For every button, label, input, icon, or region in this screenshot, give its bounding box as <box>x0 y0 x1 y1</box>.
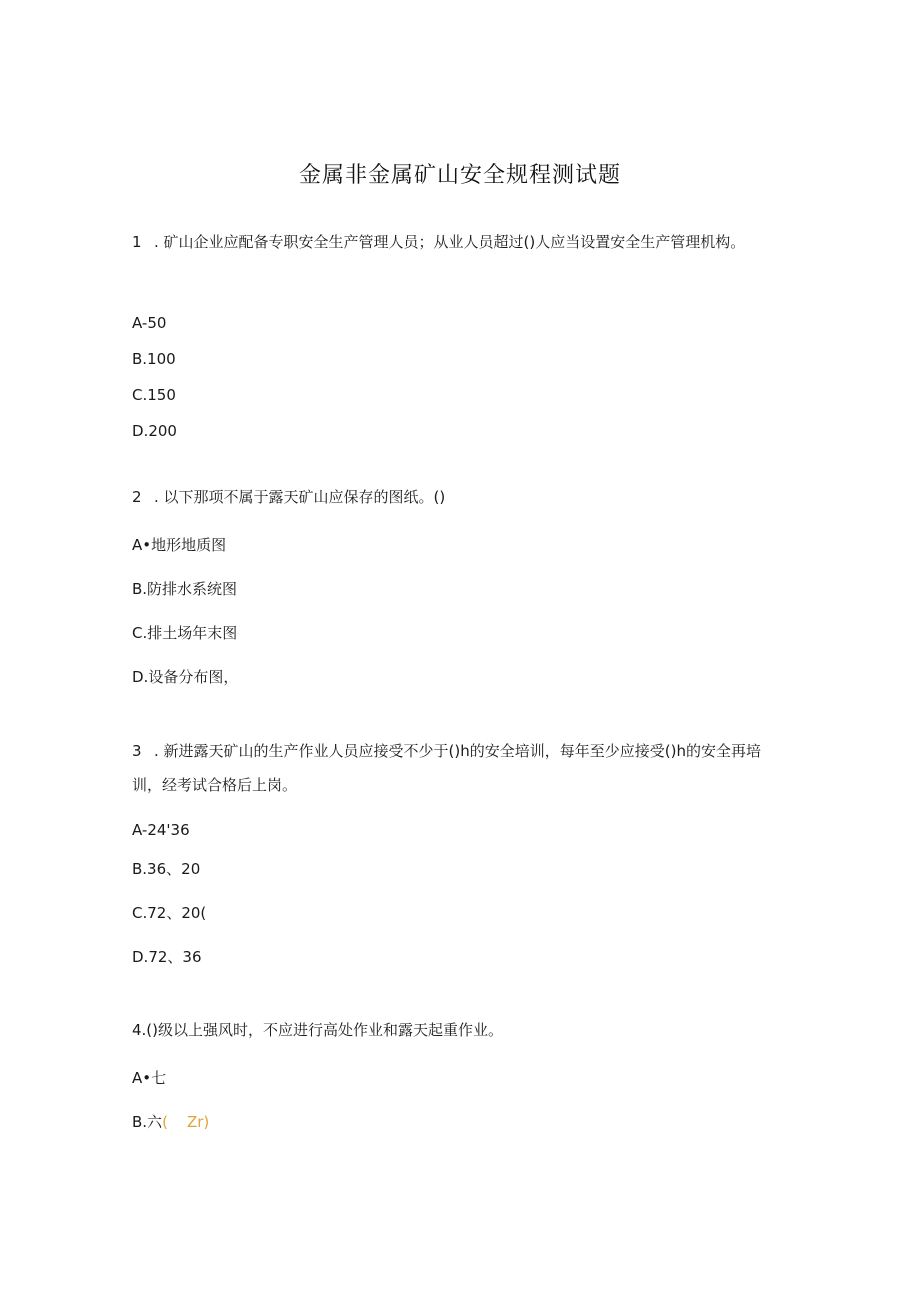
page-title: 金属非金属矿山安全规程测试题 <box>298 163 621 188</box>
question-text: . 以下那项不属于露天矿山应保存的图纸。() <box>154 488 446 506</box>
question-text: 4.()级以上强风时，不应进行高处作业和露天起重作业。 <box>132 1021 504 1039</box>
question-3 <box>132 734 782 802</box>
question-3-option-d: D.72、36 <box>132 948 202 966</box>
question-1-option-d: D.200 <box>132 422 177 440</box>
question-1-option-b: B.100 <box>132 350 176 368</box>
option-b-label: B.六 <box>132 1113 163 1131</box>
question-text: . 矿山企业应配备专职安全生产管理人员；从业人员超过()人应当设置安全生产管理机构。 <box>154 233 746 251</box>
question-number: 2 <box>132 488 142 506</box>
question-4-option-b <box>132 1112 209 1132</box>
question-number: 1 <box>132 233 142 251</box>
question-2-option-a: A•地形地质图 <box>132 536 227 554</box>
option-b-annotation: ( Zr) <box>162 1113 210 1131</box>
question-3-option-c: C.72、20( <box>132 904 207 922</box>
question-2-option-d: D.设备分布图， <box>132 668 239 686</box>
question-4-option-a: A•七 <box>132 1069 167 1087</box>
question-1 <box>132 225 782 259</box>
question-3-option-a: A-24'36 <box>132 821 190 839</box>
question-2-option-b: B.防排水系统图 <box>132 580 238 598</box>
question-number: 3 <box>132 742 142 760</box>
question-1-option-c: C.150 <box>132 386 176 404</box>
question-3-option-b: B.36、20 <box>132 860 201 878</box>
question-1-option-a: A-50 <box>132 314 167 332</box>
question-4 <box>132 1013 782 1047</box>
question-2-option-c: C.排土场年末图 <box>132 624 238 642</box>
question-text: . 新进露天矿山的生产作业人员应接受不少于()h的安全培训，每年至少应接受()h的安全再培训，经考试合格后上岗。 <box>132 742 761 794</box>
question-2 <box>132 480 782 514</box>
